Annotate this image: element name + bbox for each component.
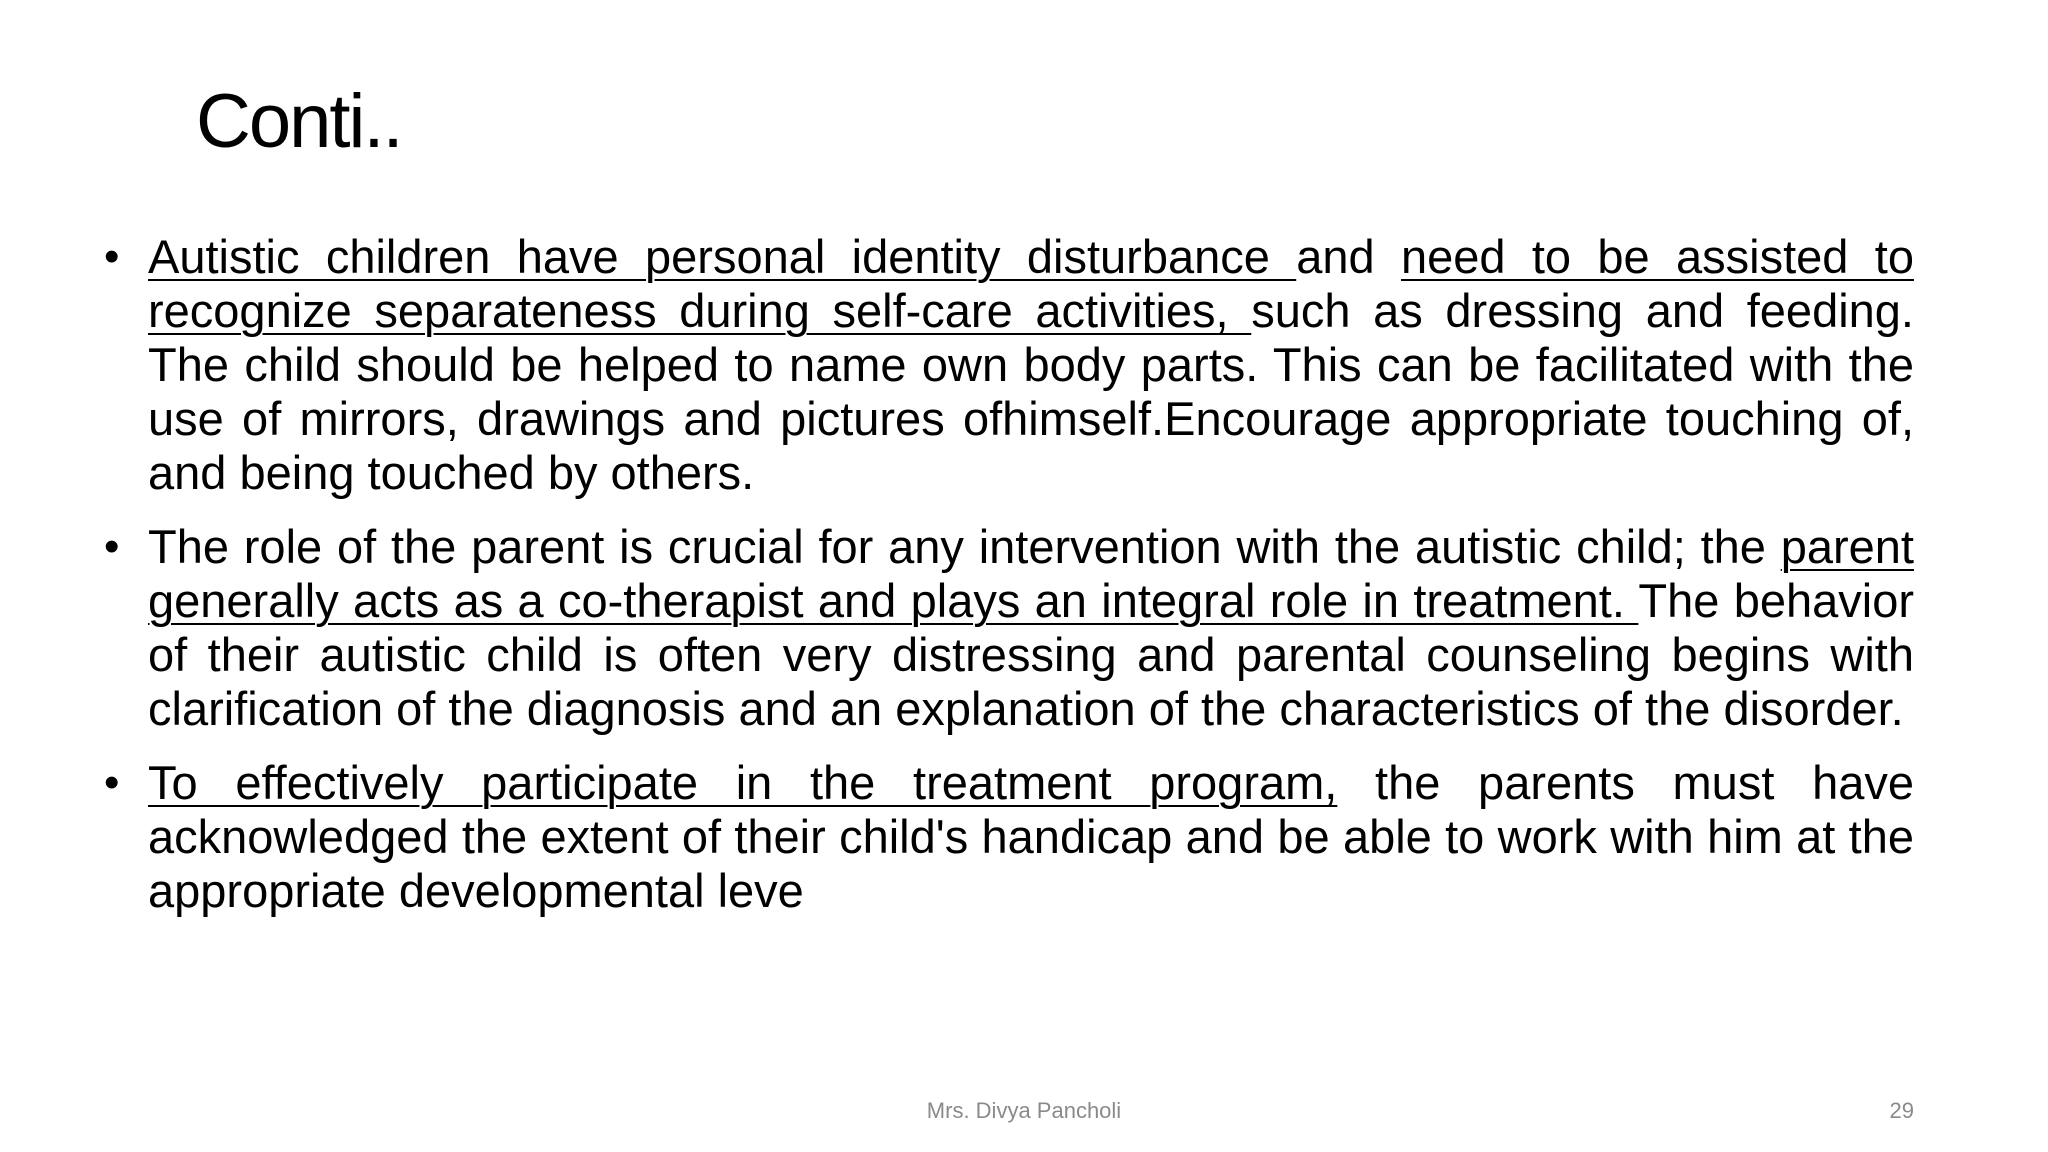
bullet-3-segment-1: To effectively participate in the treatment program, bbox=[148, 756, 1338, 809]
bullet-2-segment-2: parent generally acts as a co-therapist and plays an integral role in treatment. bbox=[148, 520, 1914, 627]
page-number: 29 bbox=[1889, 1098, 1914, 1123]
slide-title: Conti.. bbox=[196, 79, 402, 164]
bullet-item-2 bbox=[104, 520, 1914, 736]
bullet-1-segment-4: such as dressing and feeding. The child should be helped to name own body parts. This can be facilitated with the use of mirrors, drawings and pictures ofhimself.Encourage appropriate touching of, and being touched by others. bbox=[148, 284, 1914, 499]
bullet-1-segment-2: and bbox=[1296, 230, 1401, 283]
bullet-item-1 bbox=[104, 230, 1914, 500]
bullet-2-segment-1: The role of the parent is crucial for any intervention with the autistic child; the bbox=[148, 520, 1781, 573]
bullet-1-segment-1: Autistic children have personal identity disturbance bbox=[148, 230, 1297, 283]
bullet-list bbox=[104, 230, 1914, 938]
bullet-item-3 bbox=[104, 756, 1914, 918]
footer-author: Mrs. Divya Pancholi bbox=[926, 1098, 1122, 1123]
bullet-2-segment-3: The behavior of their autistic child is often very distressing and parental counseling begins with clarification of the diagnosis and an explanation of the characteristics of the disorder. bbox=[148, 574, 1914, 735]
bullet-3-segment-2: the parents must have acknowledged the extent of their child's handicap and be able to work with him at the appropriate developmental leve bbox=[148, 756, 1914, 917]
bullet-1-segment-3: need to be assisted to recognize separateness during self-care activities, bbox=[148, 230, 1914, 337]
